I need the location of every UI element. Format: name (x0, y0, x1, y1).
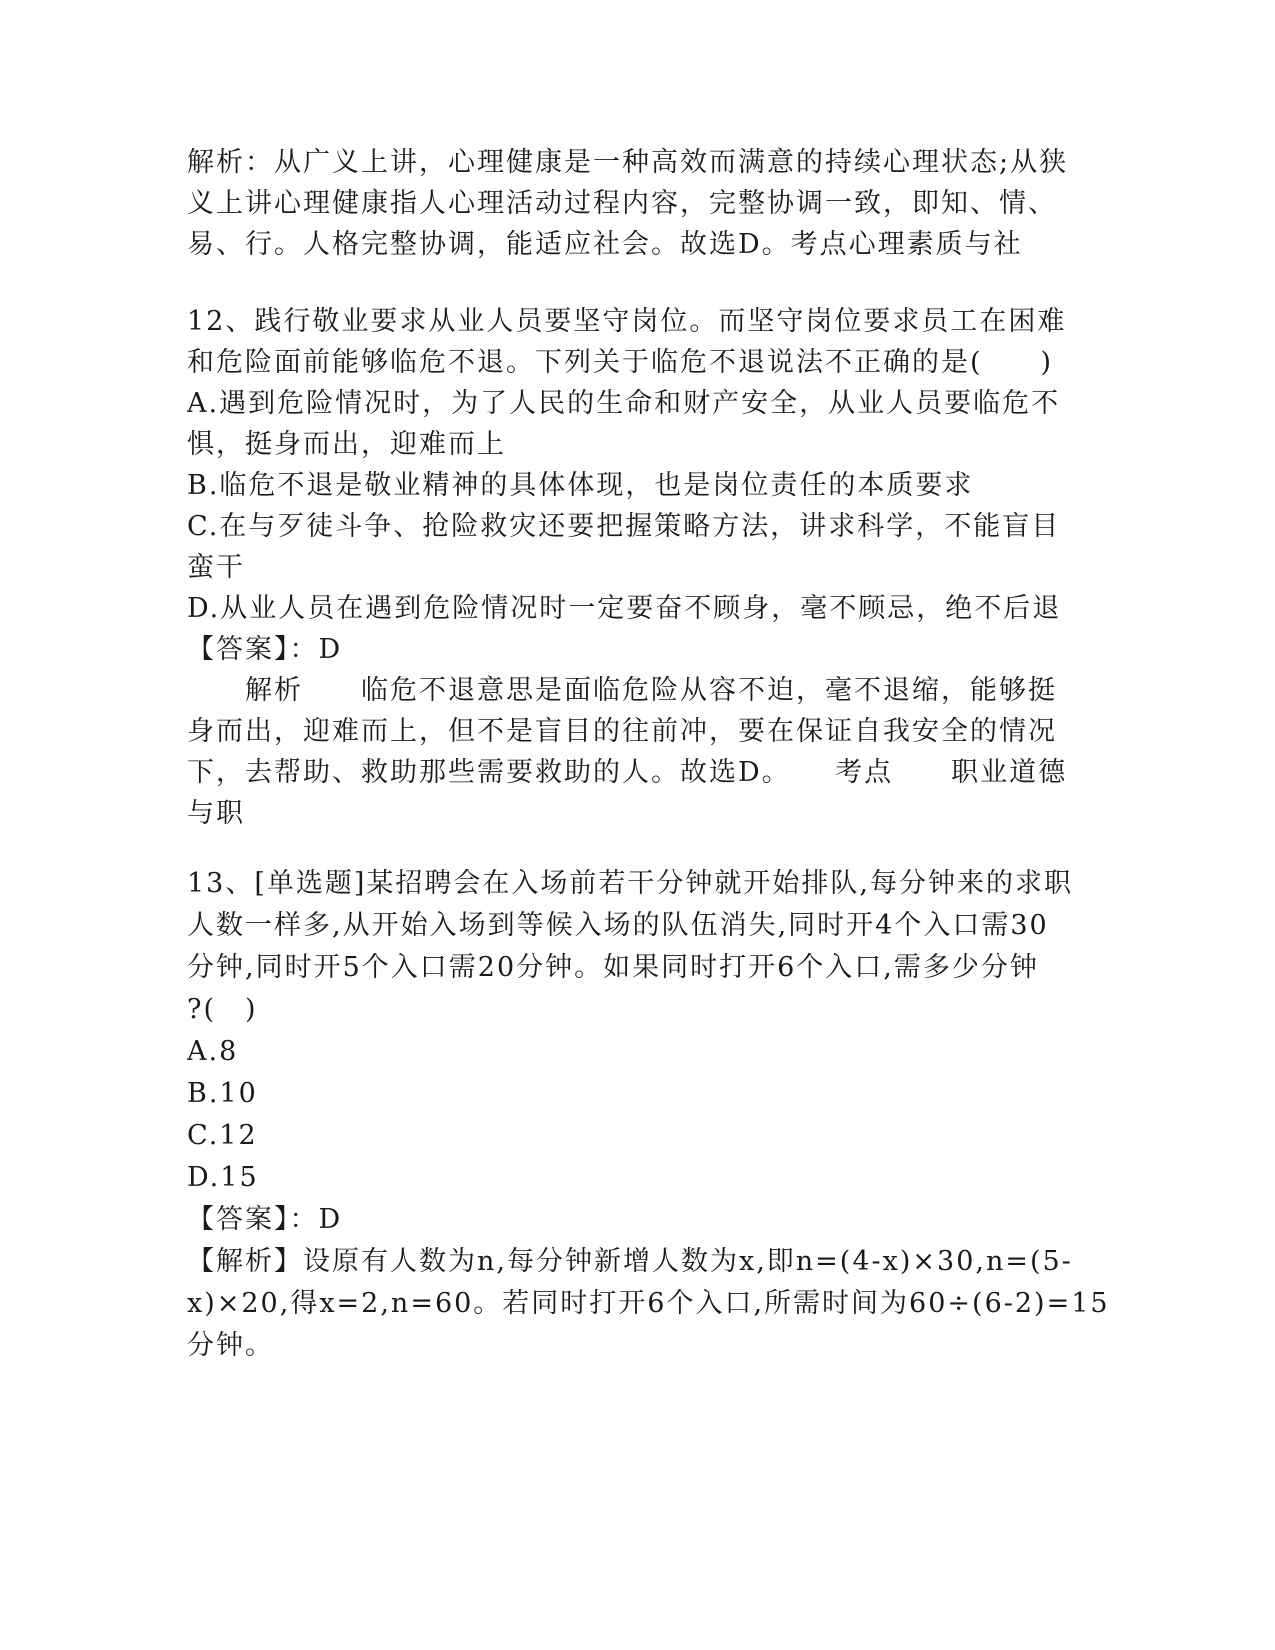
q12-analysis-line: 解析 临危不退意思是面临危险从容不迫，毫不退缩，能够挺 (187, 675, 1057, 706)
q11-analysis-line: 解析：从广义上讲，心理健康是一种高效而满意的持续心理状态;从狭 (187, 147, 1069, 178)
q13-option: D.15 (187, 1162, 259, 1193)
q12-analysis-line: 下，去帮助、救助那些需要救助的人。故选D。 考点 职业道德 (187, 757, 1068, 788)
q13-question-line: 人数一样多,从开始入场到等候入场的队伍消失,同时开4个入口需30 (187, 910, 1049, 941)
q13-option: C.12 (187, 1120, 258, 1151)
q12-option-d: D.从业人员在遇到危险情况时一定要奋不顾身，毫不顾忌，绝不后退 (187, 593, 1062, 624)
q11-analysis-line: 义上讲心理健康指人心理活动过程内容，完整协调一致，即知、情、 (187, 188, 1057, 219)
q12-option-c: C.在与歹徒斗争、抢险救灾还要把握策略方法，讲求科学，不能盲目 (187, 511, 1061, 542)
q13-answer: 【答案】：D (187, 1204, 343, 1235)
q12-question-line: 12、践行敬业要求从业人员要坚守岗位。而坚守岗位要求员工在困难 (187, 306, 1067, 337)
q13-option: B.10 (187, 1078, 258, 1109)
q13-option: A.8 (187, 1036, 239, 1067)
q13-question-line: 分钟,同时开5个入口需20分钟。如果同时打开6个入口,需多少分钟 (187, 952, 1039, 983)
q13-question-line: 13、[单选题]某招聘会在入场前若干分钟就开始排队,每分钟来的求职 (187, 868, 1074, 899)
q12-option-c: 蛮干 (187, 552, 245, 583)
q11-analysis-line: 易、行。人格完整协调，能适应社会。故选D。考点心理素质与社 (187, 229, 1023, 260)
q13-question-line: ?( ) (187, 994, 258, 1025)
q13-analysis-line: x)×20,得x=2,n=60。若同时打开6个入口,所需时间为60÷(6-2)=15 (187, 1288, 1110, 1319)
q12-option-a: A.遇到危险情况时，为了人民的生命和财产安全，从业人员要临危不 (187, 388, 1061, 419)
q12-answer: 【答案】：D (187, 634, 343, 665)
q13-analysis-line: 【解析】设原有人数为n,每分钟新增人数为x,即n=(4-x)×30,n=(5- (187, 1246, 1073, 1277)
q12-analysis-line: 与职 (187, 798, 245, 829)
q12-option-b: B.临危不退是敬业精神的具体体现，也是岗位责任的本质要求 (187, 470, 974, 501)
q12-analysis-line: 身而出，迎难而上，但不是盲目的往前冲，要在保证自我安全的情况 (187, 716, 1057, 747)
q13-analysis-line: 分钟。 (187, 1330, 274, 1361)
q12-option-a: 惧，挺身而出，迎难而上 (187, 429, 506, 460)
q12-question-line: 和危险面前能够临危不退。下列关于临危不退说法不正确的是( ) (187, 347, 1054, 378)
